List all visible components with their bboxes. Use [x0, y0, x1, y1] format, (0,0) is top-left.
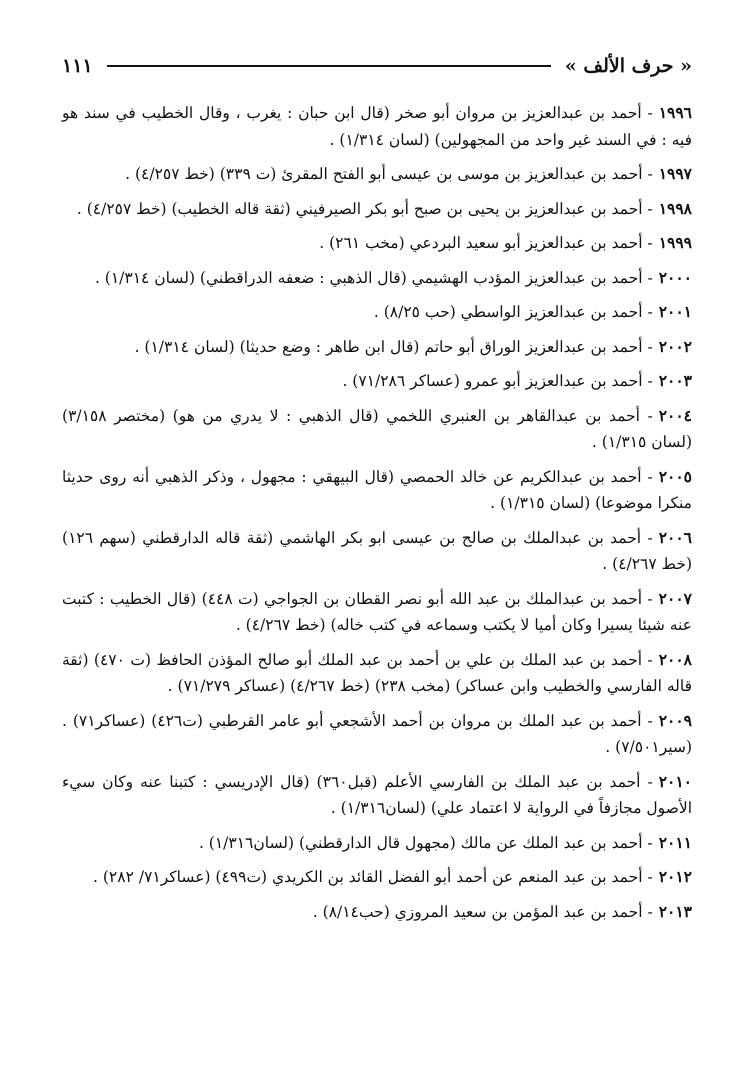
entry-text: - أحمد بن عبدالملك بن صالح بن عيسى ابو بكر الهاشمي (ثقة قاله الدارقطني (سهم ١٢٦) (خط ٤/٢٦٧) . [62, 528, 692, 573]
entry-text: - أحمد بن عبدالعزيز بن مروان أبو صخر (قال ابن حبان : يغرب ، وقال الخطيب في سند هو فيه : في السند غير واحد من المجهولين) (لسان ١/٣١٤) . [62, 104, 692, 149]
entry-item [62, 334, 692, 361]
entry-text: - أحمد بن عبدالكريم عن خالد الحمصي (قال البيهقي : مجهول ، وذكر الذهبي أنه روى حديثا منكرا موضوعا) (لسان ١/٣١٥) . [62, 467, 692, 512]
entry-item [62, 864, 692, 891]
entry-text: - أحمد بن عبدالعزيز بن موسى بن عيسى أبو الفتح المقرئ (ت ٣٣٩) (خط ٤/٢٥٧) . [125, 165, 653, 183]
entry-number: ٢٠٠٩ [658, 710, 692, 730]
entry-item [62, 464, 692, 517]
entry-item [62, 769, 692, 822]
entry-item [62, 586, 692, 639]
entry-item [62, 708, 692, 761]
entry-item [62, 830, 692, 857]
page-header [62, 48, 692, 84]
entry-number: ٢٠١١ [658, 832, 692, 852]
entry-text: - أحمد بن عبدالعزيز بن يحيى بن صبح أبو بكر الصيرفيني (ثقة قاله الخطيب) (خط ٤/٢٥٧) . [76, 199, 653, 218]
entry-number: ٢٠٠٢ [658, 336, 692, 356]
entry-item [62, 161, 692, 188]
entry-item [62, 647, 692, 700]
entry-text: - أحمد بن عبد الملك بن مروان بن أحمد الأشجعي أبو عامر القرطبي (ت٤٢٦) (عساكر٧١) . (سير٧/٥٠١) . [62, 711, 692, 756]
entry-text: - أحمد بن عبد الملك بن علي بن أحمد بن عبد الملك أبو صالح المؤذن الحافظ (ت ٤٧٠) (ثقة قاله الفارسي والخطيب وابن عساكر) (مخب ٢٣٨) (خط ٤/٢٦٧) (عساكر ٧١/٢٧٩) . [62, 650, 692, 695]
entry-item [62, 899, 692, 926]
entry-number: ٢٠٠٦ [658, 527, 692, 547]
entry-text: - أحمد بن عبدالعزيز الوراق أبو حاتم (قال ابن طاهر : وضع حديثا) (لسان ١/٣١٤) . [134, 337, 653, 356]
entry-number: ٢٠٠٤ [658, 405, 692, 425]
entry-text: - أحمد بن عبدالملك بن عبد الله أبو نصر القطان بن الجواجي (ت ٤٤٨) (قال الخطيب : كتبت عنه شيئا يسيرا وكان أميا لا يكتب وسماعه في كتب خاله) (خط ٤/٢٦٧) . [62, 589, 692, 634]
entry-number: ٢٠٠٥ [658, 466, 692, 486]
entry-text: - أحمد بن عبدالقاهر بن العنبري اللخمي (قال الذهبي : لا يدري من هو) (مختصر ٣/١٥٨) (لسان ١/٣١٥) . [62, 406, 692, 451]
entry-number: ١٩٩٧ [658, 164, 692, 183]
chapter-title: « حرف الألف » [564, 55, 692, 77]
entry-text: - أحمد بن عبدالعزيز أبو عمرو (عساكر ٧١/٢٨٦) . [342, 372, 653, 390]
entry-number: ٢٠٠٠ [658, 267, 692, 287]
entry-item [62, 525, 692, 578]
entry-item [62, 230, 692, 257]
entry-number: ١٩٩٩ [658, 233, 692, 252]
entry-text: - أحمد بن عبدالعزيز المؤدب الهشيمي (قال الذهبي : ضعفه الدراقطني) (لسان ١/٣١٤) . [94, 268, 653, 287]
entry-item [62, 100, 692, 153]
entry-number: ٢٠٠٧ [658, 588, 692, 608]
entry-item [62, 403, 692, 456]
entry-text: - أحمد بن عبد المؤمن بن سعيد المروزي (حب٨/١٤) . [312, 902, 653, 921]
entry-text: - أحمد بن عبد المنعم عن أحمد أبو الفضل القائد بن الكريدي (ت٤٩٩) (عساكر٧١/ ٢٨٢) . [93, 868, 653, 886]
entry-number: ١٩٩٦ [658, 103, 692, 122]
entry-number: ٢٠٠١ [658, 302, 692, 321]
entry-text: - أحمد بن عبد الملك عن مالك (مجهول قال الدارقطني) (لسان١/٣١٦) . [198, 833, 653, 852]
entry-number: ٢٠٠٣ [658, 371, 692, 390]
entry-number: ٢٠١٠ [658, 771, 692, 791]
entry-text: - أحمد بن عبد الملك بن الفارسي الأعلم (قبل٣٦٠) (قال الإدريسي : كتبنا عنه وكان سيء الأصول مجازفاً في الرواية لا اعتماد علي) (لسان١/٣١٦) . [62, 772, 692, 817]
entry-item [62, 265, 692, 292]
entry-number: ١٩٩٨ [658, 198, 692, 218]
header-divider [107, 65, 551, 67]
entry-number: ٢٠١٢ [658, 867, 692, 886]
entry-text: - أحمد بن عبدالعزيز أبو سعيد البردعي (مخب ٢٦١) . [319, 234, 653, 252]
entry-list [62, 100, 692, 925]
page-number: ١١١ [62, 55, 93, 77]
entry-item [62, 299, 692, 326]
entry-item [62, 368, 692, 395]
entry-number: ٢٠٠٨ [658, 649, 692, 669]
entry-item [62, 196, 692, 223]
entry-number: ٢٠١٣ [658, 901, 692, 921]
entry-text: - أحمد بن عبدالعزيز الواسطي (حب ٨/٢٥) . [373, 303, 653, 321]
